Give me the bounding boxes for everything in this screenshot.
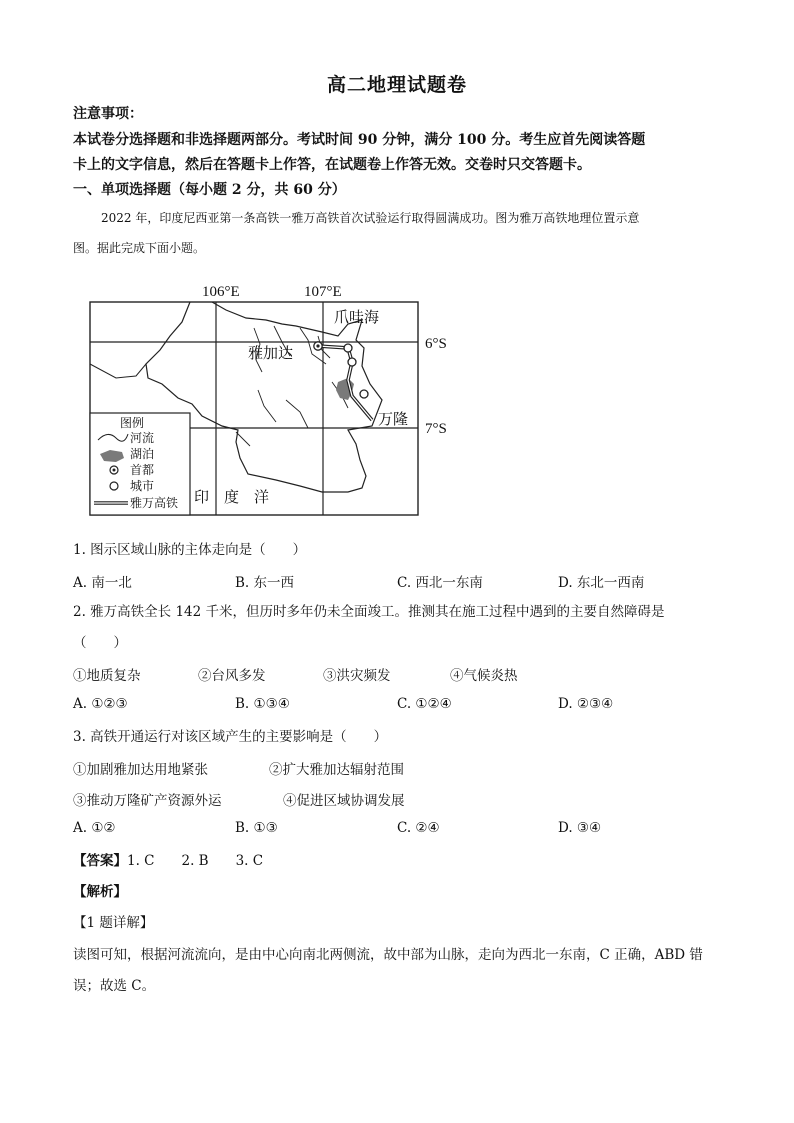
statement-item: ①加剧雅加达用地紧张: [73, 762, 208, 778]
lon-label-107: 107°E: [304, 284, 342, 300]
question-3-items-row-1: [73, 758, 723, 778]
legend-title: 图例: [120, 416, 145, 430]
answer-label: 【答案】: [73, 853, 127, 869]
question-2-options: [73, 696, 723, 716]
legend-label-capital: 首都: [130, 463, 155, 477]
city-marker-2: [348, 358, 356, 366]
capital-dot: [316, 344, 319, 347]
question-2-items: [73, 664, 723, 684]
detail-line-1: 读图可知，根据河流流向，是由中心向南北两侧流，故中部为山脉，走向为西北一东南，C 正确，ABD 错: [73, 947, 703, 963]
notice-line-1: 本试卷分选择题和非选择题两部分。考试时间 90 分钟，满分 100 分。考生应首先阅读答题: [73, 132, 646, 148]
answer-line: [73, 851, 723, 871]
city-marker-1: [344, 344, 352, 352]
option[interactable]: A. 南一北: [73, 575, 132, 591]
legend-label-lake: 湖泊: [130, 447, 155, 461]
option[interactable]: C. ②④: [397, 820, 440, 836]
option[interactable]: D. ③④: [558, 820, 602, 836]
notice-heading: 注意事项：: [73, 106, 143, 122]
question-2-stem: 2. 雅万高铁全长 142 千米，但历时多年仍未全面竣工。推测其在施工过程中遇到的主要自然障碍是: [73, 604, 665, 620]
railway-location-map: [86, 280, 466, 520]
lat-label-7: 7°S: [425, 421, 447, 437]
question-3-stem: 3. 高铁开通运行对该区域产生的主要影响是（ ）: [73, 729, 388, 745]
legend-label-city: 城市: [130, 479, 155, 493]
option[interactable]: D. 东北一西南: [558, 575, 645, 591]
coastline-west: [90, 364, 146, 378]
option[interactable]: C. ①②④: [397, 696, 452, 712]
statement-item: ②台风多发: [198, 668, 266, 684]
city-label: 万隆: [378, 412, 409, 428]
legend-label-railway: 雅万高铁: [130, 496, 179, 510]
option[interactable]: B. 东一西: [235, 575, 295, 591]
statement-item: ③推动万隆矿产资源外运: [73, 793, 222, 809]
detail-label: 【1 题详解】: [73, 915, 154, 931]
option[interactable]: C. 西北一东南: [397, 575, 483, 591]
question-1-options: [73, 571, 723, 591]
ocean-label: 印 度 洋: [194, 490, 270, 506]
legend-label-river: 河流: [130, 431, 155, 445]
statement-item: ③洪灾频发: [323, 668, 391, 684]
option[interactable]: A. ①②③: [73, 696, 128, 712]
intro-line-2: 图。据此完成下面小题。: [73, 241, 206, 255]
section-heading: 一、单项选择题（每小题 2 分，共 60 分）: [73, 182, 346, 198]
question-2-stem-cont: （ ）: [73, 635, 127, 651]
intro-line-1: 2022 年，印度尼西亚第一条高铁一雅万高铁首次试验运行取得圆满成功。图为雅万高铁地理位置示意: [101, 211, 640, 225]
question-3-items-row-2: [73, 789, 723, 809]
statement-item: ②扩大雅加达辐射范围: [269, 762, 404, 778]
lon-label-106: 106°E: [202, 284, 240, 300]
statement-item: ④气候炎热: [450, 668, 518, 684]
option[interactable]: A. ①②: [73, 820, 116, 836]
legend-capital-icon-dot: [113, 469, 116, 472]
option[interactable]: B. ①③: [235, 820, 278, 836]
answer-text: 1. C 2. B 3. C: [127, 853, 264, 869]
option[interactable]: D. ②③④: [558, 696, 614, 712]
capital-label: 雅加达: [248, 346, 294, 362]
city-marker-3: [360, 390, 368, 398]
legend-city-icon: [110, 482, 118, 490]
lat-label-6: 6°S: [425, 336, 447, 352]
sea-label: 爪哇海: [334, 310, 380, 326]
detail-line-2: 误；故选 C。: [73, 978, 156, 994]
statement-item: ①地质复杂: [73, 668, 141, 684]
question-3-options: [73, 820, 723, 840]
statement-item: ④促进区域协调发展: [283, 793, 405, 809]
page-title: 高二地理试题卷: [326, 74, 467, 96]
notice-line-2: 卡上的文字信息，然后在答题卡上作答，在试题卷上作答无效。交卷时只交答题卡。: [73, 157, 591, 173]
option[interactable]: B. ①③④: [235, 696, 290, 712]
question-1-stem: 1. 图示区域山脉的主体走向是（ ）: [73, 542, 307, 558]
analysis-label: 【解析】: [73, 884, 127, 900]
